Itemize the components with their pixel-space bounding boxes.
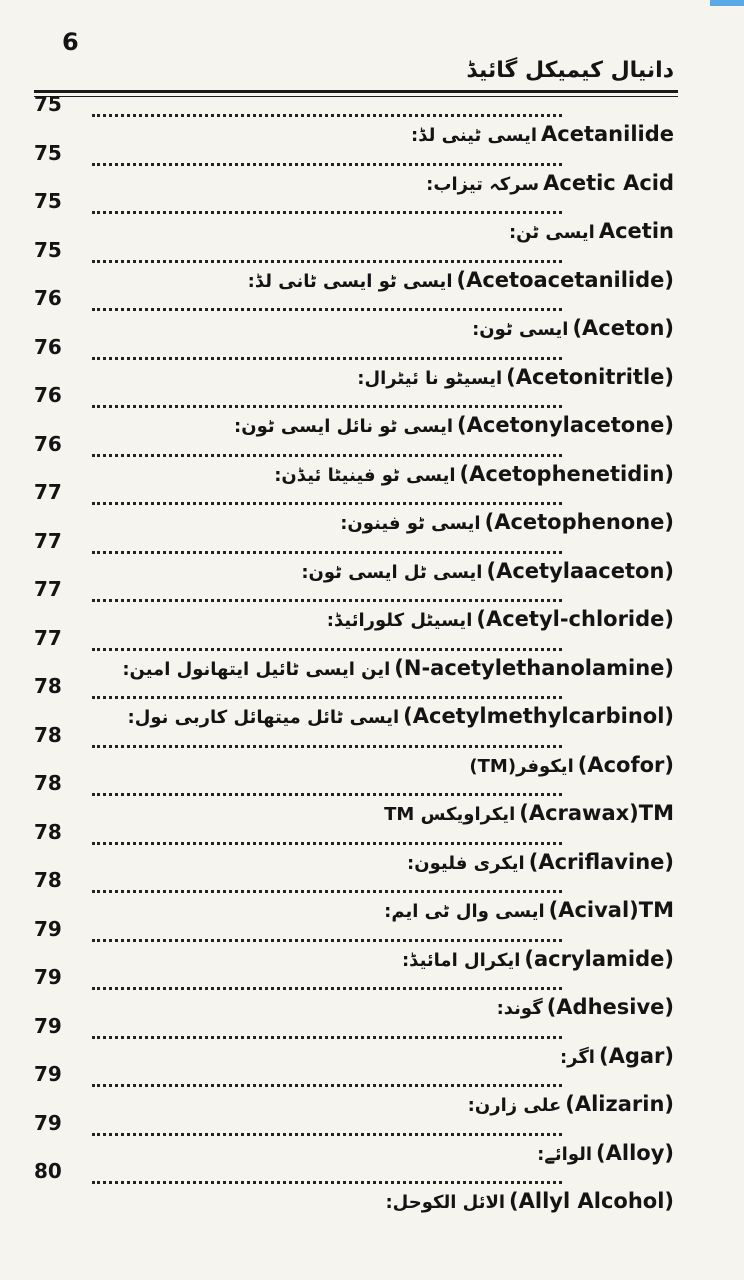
toc-page-number: 79 <box>34 965 62 989</box>
toc-entry <box>0 286 744 340</box>
entry-english: (Alizarin) <box>565 1092 674 1116</box>
toc-entry <box>0 722 744 777</box>
toc-page-number: 75 <box>34 140 62 165</box>
entry-english: (Acetophenone) <box>484 510 674 534</box>
dot-leader <box>92 1036 562 1039</box>
toc-entry <box>0 431 744 486</box>
entry-english: (Acetylmethylcarbinol) <box>403 704 674 728</box>
toc-entry <box>0 1013 744 1068</box>
dot-leader <box>92 551 562 554</box>
toc-entry <box>0 819 744 874</box>
entry-english: (Acetonylacetone) <box>457 413 674 437</box>
toc-entry <box>0 92 744 146</box>
toc-entry <box>0 334 744 389</box>
entry-english: (Aceton) <box>572 316 674 340</box>
entry-english: (acrylamide) <box>524 946 674 971</box>
entry-english: (N-acetylethanolamine) <box>394 655 674 680</box>
toc-entry <box>0 1062 744 1116</box>
dot-leader <box>92 114 562 117</box>
toc-page-number: 77 <box>34 528 62 553</box>
toc-page-number: 79 <box>34 1062 62 1086</box>
entry-urdu: ایسی ٹو ایسی ٹانی لڈ: <box>247 270 453 292</box>
entry-english: (Adhesive) <box>546 995 674 1019</box>
entry-english: (Alloy) <box>596 1140 674 1165</box>
entry-urdu: ایکراویکس TM <box>384 804 516 825</box>
toc-page-number: 75 <box>34 189 62 213</box>
toc-entry <box>0 965 744 1019</box>
toc-entry <box>0 868 744 922</box>
entry-urdu: ایسی وال ٹی ایم: <box>384 901 545 922</box>
entry-urdu: ایسی ٹن: <box>508 222 595 243</box>
toc-page-number: 78 <box>34 722 62 747</box>
entry-urdu: الوائے: <box>537 1143 593 1165</box>
entry-english: (Acetophenetidin) <box>459 461 674 486</box>
entry-english: (Acetonitritle) <box>506 364 674 389</box>
entry-urdu: ایسی ٹو فینیٹا ئیڈن: <box>274 464 456 486</box>
dot-leader <box>92 987 562 990</box>
toc-page-number: 78 <box>34 819 62 844</box>
toc-page-number: 76 <box>34 334 62 359</box>
toc-page-number: 78 <box>34 771 62 795</box>
toc-page-number: 77 <box>34 480 62 504</box>
entry-urdu: این ایسی ٹائیل ایتھانول امین: <box>122 658 391 680</box>
entry-urdu: سرکہ تیزاب: <box>426 173 540 195</box>
toc-entry <box>0 771 744 825</box>
entry-urdu: ایسی ٹائل میتھائل کاربی نول: <box>127 707 400 728</box>
dot-leader <box>92 308 562 311</box>
entry-english: (Acofor) <box>577 752 674 777</box>
toc-entry <box>0 577 744 631</box>
entry-english: (Acetyl-chloride) <box>476 607 674 631</box>
dot-leader <box>92 745 562 748</box>
toc-page-number: 76 <box>34 431 62 456</box>
toc-page-number: 79 <box>34 916 62 941</box>
dot-leader <box>92 1181 562 1184</box>
entry-english: Acetic Acid <box>543 170 674 195</box>
toc-entry <box>0 189 744 243</box>
entry-english: Acetin <box>598 219 674 243</box>
toc-entry <box>0 916 744 971</box>
dot-leader <box>92 793 562 796</box>
entry-urdu: ایسی ٹون: <box>472 319 569 340</box>
toc-entry <box>0 674 744 728</box>
toc-page-number: 75 <box>34 237 62 262</box>
entry-english: (Acetylaaceton) <box>486 558 674 583</box>
dot-leader <box>92 1133 562 1136</box>
toc-entry <box>0 1159 744 1213</box>
entry-english: (Agar) <box>598 1043 674 1068</box>
entry-urdu: ایسیٹل کلورائیڈ: <box>326 610 473 631</box>
entry-english: (Acival)TM <box>548 898 674 922</box>
dot-leader <box>92 357 562 360</box>
dot-leader <box>92 696 562 699</box>
toc-page-number: 77 <box>34 625 62 650</box>
toc-entry-label <box>381 1189 674 1213</box>
entry-urdu: ایسی ٹینی لڈ: <box>411 125 538 146</box>
toc-entry <box>0 1110 744 1165</box>
entry-english: (Allyl Alcohol) <box>509 1189 674 1213</box>
toc-entry <box>0 625 744 680</box>
toc-page-number: 75 <box>34 92 62 116</box>
dot-leader <box>92 454 562 457</box>
entry-english: (Acrawax)TM <box>519 801 674 825</box>
entry-urdu: علی زارن: <box>467 1095 562 1116</box>
toc-page-number: 79 <box>34 1013 62 1038</box>
dot-leader <box>92 405 562 408</box>
entry-urdu: ایکوفر(TM) <box>469 755 574 777</box>
toc-entry <box>0 383 744 437</box>
entry-urdu: ایکرال امائیڈ: <box>401 949 521 971</box>
toc-entry <box>0 480 744 534</box>
toc-page-number: 78 <box>34 674 62 698</box>
dot-leader <box>92 163 562 166</box>
entry-english: Acetanilide <box>541 122 674 146</box>
toc-page-number: 76 <box>34 383 62 407</box>
entry-urdu: ایسی ٹو نائل ایسی ٹون: <box>234 416 454 437</box>
dot-leader <box>92 890 562 893</box>
toc-page-number: 80 <box>34 1159 62 1183</box>
dot-leader <box>92 260 562 263</box>
entry-english: (Acetoacetanilide) <box>456 267 674 292</box>
dot-leader <box>92 599 562 602</box>
entry-urdu: ایسیٹو نا ئیٹرال: <box>357 367 503 389</box>
toc-page-number: 77 <box>34 577 62 601</box>
entry-urdu: ایسی ٹل ایسی ٹون: <box>301 561 483 583</box>
dot-leader <box>92 939 562 942</box>
dot-leader <box>92 648 562 651</box>
toc-page-number: 79 <box>34 1110 62 1135</box>
entry-urdu: ایکری فلیون: <box>407 852 525 874</box>
dot-leader <box>92 842 562 845</box>
entry-english: (Acriflavine) <box>528 849 674 874</box>
toc-entry <box>0 237 744 292</box>
toc-page-number: 78 <box>34 868 62 892</box>
entry-urdu: گوند: <box>496 998 543 1019</box>
running-head: دانیال کیمیکل گائیڈ <box>466 58 674 83</box>
dot-leader <box>92 211 562 214</box>
dot-leader <box>92 502 562 505</box>
entry-urdu: الائل الکوحل: <box>385 1192 506 1213</box>
entry-urdu: ایسی ٹو فینون: <box>340 513 481 534</box>
page-number: 6 <box>62 28 79 56</box>
entry-urdu: اگر: <box>559 1046 595 1068</box>
toc-entry <box>0 528 744 583</box>
toc-page-number: 76 <box>34 286 62 310</box>
dot-leader <box>92 1084 562 1087</box>
toc-entry <box>0 140 744 195</box>
